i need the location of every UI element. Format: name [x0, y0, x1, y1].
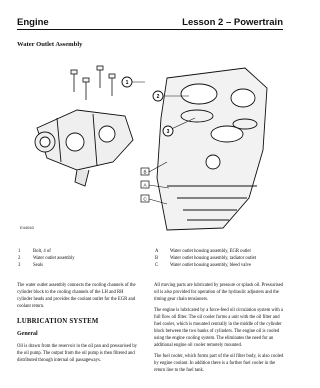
force-feed-paragraph: The engine is lubricated by a force-feed oil circulation system with a full flow oil filter. The oil cooler forms a unit with the oil filter and fuel cooler, which is mounted centrally in the middle of the cylinder block between the two banks of cylinders. The engine oil is cooled using the engine cooling system. The eliminates the need for an additional engine oil cooler remotely mounted.: [154, 308, 283, 348]
bolts-drawing: [71, 66, 115, 100]
legend-text: Water outlet assembly: [33, 256, 75, 261]
legend-item: [17, 262, 142, 269]
legend-text: Seals: [33, 263, 43, 268]
callout-2-label: 2: [156, 94, 160, 100]
illustration-svg: [17, 58, 283, 236]
legend-key: B: [155, 256, 159, 261]
legend-item: [17, 248, 142, 255]
header-rule: [17, 29, 283, 30]
legend-item: [154, 255, 284, 262]
general-subheading: General: [17, 331, 38, 337]
callout-1: [122, 77, 132, 87]
legend-text: Water outlet housing assembly, bleed valve: [170, 263, 252, 268]
bolt-1: [71, 70, 77, 92]
legend-text: Water outlet housing assembly, radiator outlet: [170, 256, 257, 261]
body-column-right: [154, 282, 284, 378]
legend-key: 3: [18, 263, 21, 268]
legend-item: [17, 255, 142, 262]
legend-key: C: [155, 263, 159, 268]
lubrication-heading: LUBRICATION SYSTEM: [17, 318, 99, 325]
oil-reservoir-paragraph: Oil is drawn from the reservoir in the oil pan and pressurised by the oil pump. The output from the oil pump is then filtered and distributed through internal oil passageways.: [17, 344, 138, 363]
legend-key: A: [155, 249, 159, 254]
bolt-3: [97, 66, 103, 88]
legend-text: Bolt, 4 of: [33, 249, 51, 254]
water-outlet-illustration: [17, 58, 283, 236]
label-b: [141, 168, 149, 175]
legend-key: 2: [18, 256, 21, 261]
bolt-4: [109, 74, 115, 96]
label-c: [141, 195, 149, 202]
legend-key: 1: [18, 249, 21, 254]
fuel-cooler-paragraph: The fuel cooler, which forms part of the oil filter body, is also cooled by engine coolant. In addition there is a further fuel cooler in the return line to the fuel tank.: [154, 354, 284, 373]
water-outlet-paragraph: The water outlet assembly connects the cooling channels of the cylinder block to the cooling channels of the LH and RH cylinder heads and provides the coolant outlet for the EGR and coolant return.: [17, 283, 136, 309]
legend-item: [154, 262, 284, 269]
label-a: [141, 181, 149, 188]
label-a-text: A: [143, 182, 147, 188]
body-column-left: [17, 282, 139, 368]
water-outlet-assembly-drawing: [35, 110, 133, 186]
bolt-2: [83, 78, 89, 100]
legend-text: Water outlet housing assembly, EGR outlet: [170, 249, 251, 254]
page-header: [17, 12, 283, 28]
cylinder-block-drawing: [157, 68, 267, 230]
label-c-text: C: [143, 196, 147, 202]
label-b-text: B: [143, 169, 147, 175]
header-left-title: Engine: [17, 17, 49, 28]
legend-item: [154, 248, 284, 255]
figure-code: E44040: [20, 225, 34, 230]
callout-3: [163, 126, 173, 136]
callout-2: [153, 91, 163, 101]
header-right-title: Lesson 2 – Powertrain: [182, 17, 283, 28]
section-title: Water Outlet Assembly: [17, 41, 83, 48]
moving-parts-paragraph: All moving parts are lubricated by pressure or splash oil. Pressurised oil is also provided for operation of the hydraulic adjusters and the timing gear chain tensioners.: [154, 283, 284, 302]
legend-left: [17, 248, 142, 269]
callout-1-label: 1: [125, 80, 129, 86]
legend-right: [154, 248, 284, 269]
callout-3-label: 3: [166, 129, 170, 135]
